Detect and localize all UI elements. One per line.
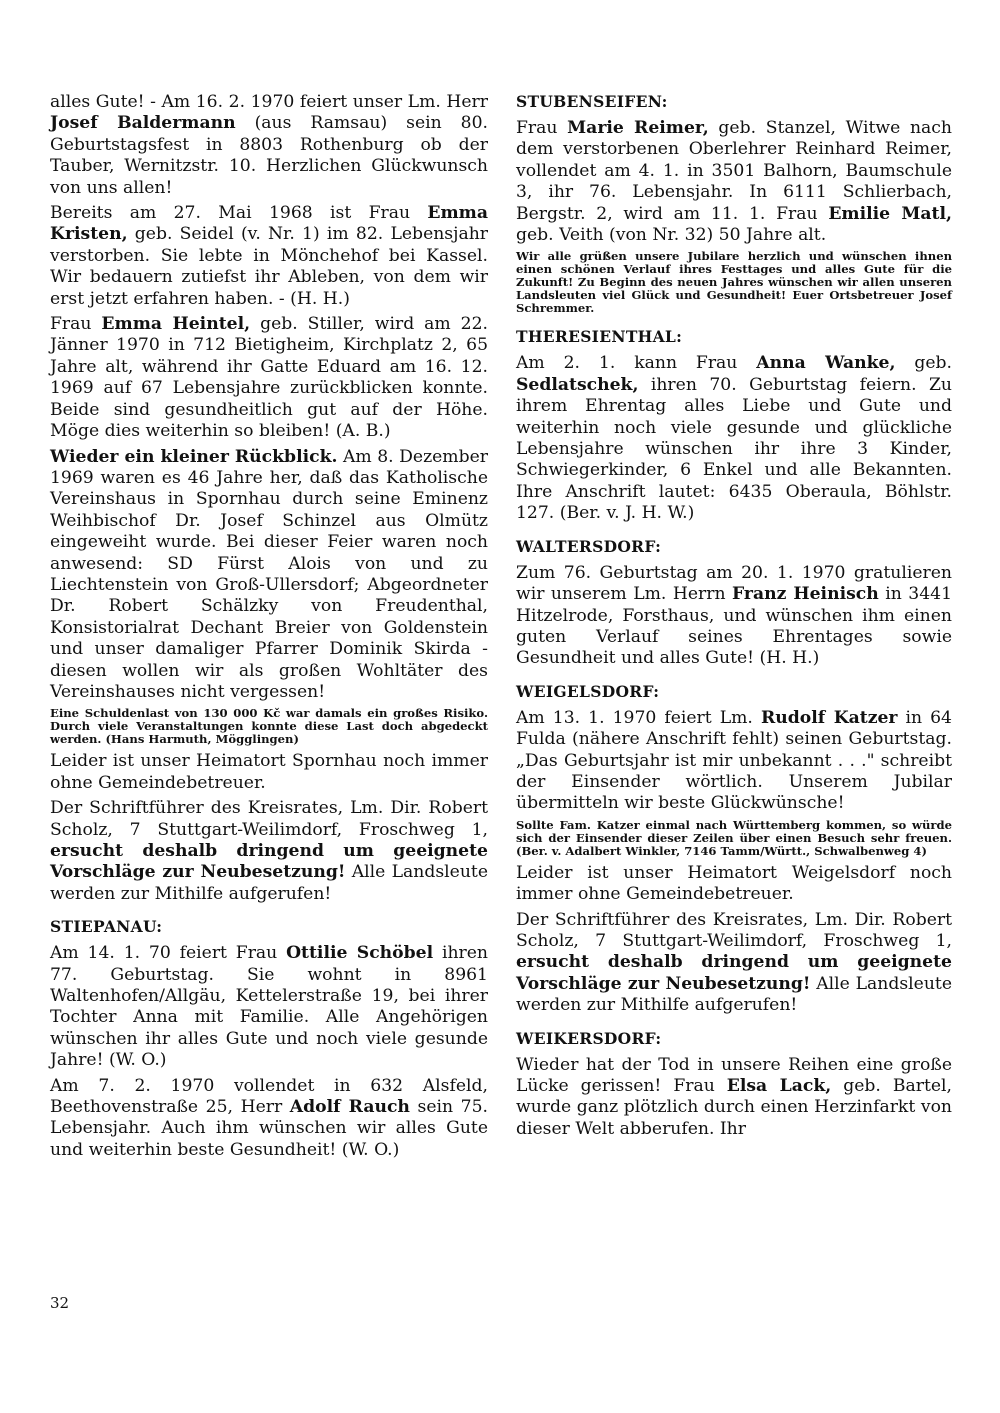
note-katzer-besuch: Sollte Fam. Katzer einmal nach Württemberg kommen, so würde sich der Einsender dieser Zeilen über einen Besuch sehr freuen. (Ber. v. Adalbert Winkler, 7146 Tamm/Württ., Schwalbenweg 4) [516, 817, 952, 858]
name-emma-kristen: Emma Kristen, [50, 203, 488, 245]
name-elsa-lack: Elsa Lack, [726, 1076, 832, 1096]
paragraph-lack: Wieder hat der Tod in unsere Reihen eine große Lücke gerissen! Frau Elsa Lack, geb. Bartel, wurde ganz plötzlich durch einen Herzinfarkt von dieser Welt abberufen. Ihr [516, 1054, 952, 1139]
note-jubilare: Wir alle grüßen unsere Jubilare herzlich und wünschen ihnen einen schönen Verlauf ihres Festtages und alles Gute für die Zukunft! Zu Beginn des neuen Jahres wünschen wir allen unseren Landsleuten viel Glück und Gesundheit! Euer Ortsbetreuer Josef Schremmer. [516, 249, 952, 316]
paragraph-schoebel: Am 14. 1. 70 feiert Frau Ottilie Schöbel ihren 77. Geburtstag. Sie wohnt in 8961 Waltenhofen/Allgäu, Kettelerstraße 19, bei ihrer Tochter Anna mit Familie. Alle Angehörigen wünschen ihr alles Gute und noch viele gesunde Jahre! (W. O.) [50, 943, 488, 1071]
name-rudolf-katzer: Rudolf Katzer [760, 707, 898, 728]
appeal-bold-left: ersucht deshalb dringend um geeignete Vorschläge zur Neubesetzung! [50, 841, 488, 883]
paragraph-heintel: Frau Emma Heintel, geb. Stiller, wird am 22. Jänner 1970 in 712 Bietigheim, Kirchplatz 2, 65 Jahre alt, während ihr Gatte Eduard am 16. 12. 1969 auf 67 Lebensjahre zurückblicken konnte. Beide sind gesundheitlich gut auf der Höhe. Möge dies weiterhin so bleiben! (A. B.) [50, 314, 488, 442]
paragraph-spornhau-betreuer: Leider ist unser Heimatort Spornhau noch immer ohne Gemeindebetreuer. [50, 751, 488, 793]
paragraph-heinisch: Zum 76. Geburtstag am 20. 1. 1970 gratulieren wir unserem Lm. Herrn Franz Heinisch in 3441 Hitzelrode, Forsthaus, und wünschen ihm einen guten Verlauf seines Ehrentages sowie Gesundheit und alles Gute! (H. H.) [516, 562, 953, 669]
paragraph-weigelsdorf-betreuer: Leider ist unser Heimatort Weigelsdorf noch immer ohne Gemeindebetreuer. [516, 862, 952, 905]
name-josef-baldermann: Josef Baldermann [50, 113, 236, 134]
name-adolf-rauch: Adolf Rauch [289, 1097, 410, 1118]
appeal-bold-right: ersucht deshalb dringend um geeignete Vorschläge zur Neubesetzung! [516, 952, 952, 994]
paragraph-rueckblick: Wieder ein kleiner Rückblick. Am 8. Dezember 1969 waren es 46 Jahre her, daß das Katholische Vereinshaus in Spornhau durch seine Eminenz Weihbischof Dr. Josef Schinzel aus Olmütz eingeweiht wurde. Bei dieser Feier waren noch anwesend: SD Fürst Alois von und zu Liechtenstein von Groß-Ullersdorf; Abgeordneter Dr. Robert Schälzky von Freudenthal, Konsistorialrat Dechant Breier von Goldenstein und unser damaliger Pfarrer Dominik Skirda - diesen wollen wir als großen Wohltäter des Vereinshauses nicht vergessen! [50, 446, 488, 702]
page-number: 32 [50, 1294, 70, 1312]
name-ottilie-schoebel: Ottilie Schöbel [286, 943, 434, 964]
note-schuldenlast: Eine Schuldenlast von 130 000 Kč war damals ein großes Risiko. Durch viele Veranstaltungen konnte diese Last doch abgedeckt werden. (Hans Harmuth, Mögglingen) [50, 706, 488, 747]
heading-weigelsdorf: WEIGELSDORF: [516, 681, 660, 701]
heading-theresienthal: THERESIENTHAL: [516, 327, 683, 347]
name-emma-heintel: Emma Heintel, [101, 314, 251, 335]
heading-waltersdorf: WALTERSDORF: [516, 536, 662, 556]
paragraph-reimer: Frau Marie Reimer, geb. Stanzel, Witwe nach dem verstorbenen Oberlehrer Reinhard Reimer, vollendet am 4. 1. in 3501 Balhorn, Baumschule 3, ihr 76. Lebensjahr. In 6111 Schlierbach, Bergstr. 2, wird am 11. 1. Frau Emilie Matl, geb. Veith (von Nr. 32) 50 Jahre alt. [516, 118, 952, 246]
name-emilie-matl: Emilie Matl, [828, 203, 952, 224]
paragraph-schriftfuehrer-right: Der Schriftführer des Kreisrates, Lm. Dir. Robert Scholz, 7 Stuttgart-Weilimdorf, Froschweg 1, ersucht deshalb dringend um geeignete Vorschläge zur Neubesetzung! Alle Landsleute werden zur Mithilfe aufgerufen! [516, 909, 952, 1016]
paragraph-katzer: Am 13. 1. 1970 feiert Lm. Rudolf Katzer in 64 Fulda (nähere Anschrift fehlt) seinen Geburtstag. „Das Geburtsjahr ist mir unbekannt . . ." schreibt der Einsender wörtlich. Unserem Jubilar übermitteln wir beste Glückwünsche! [516, 707, 952, 814]
rueckblick-lead: Wieder ein kleiner Rückblick. [50, 446, 338, 467]
name-anna-wanke: Anna Wanke, [756, 353, 896, 374]
name-marie-reimer: Marie Reimer, [567, 118, 709, 138]
name-sedlatschek: Sedlatschek, [516, 374, 639, 395]
name-franz-heinisch: Franz Heinisch [732, 584, 879, 605]
left-column [50, 92, 488, 1165]
heading-stiepanau: STIEPANAU: [50, 917, 163, 937]
heading-stubenseifen: STUBENSEIFEN: [516, 92, 668, 111]
right-column [516, 92, 952, 1144]
heading-weikersdorf: WEIKERSDORF: [516, 1028, 662, 1048]
paragraph-rauch: Am 7. 2. 1970 vollendet in 632 Alsfeld, Beethovenstraße 25, Herr Adolf Rauch sein 75. Lebensjahr. Auch ihm wünschen wir alles Gute und weiterhin beste Gesundheit! (W. O.) [50, 1075, 488, 1160]
paragraph-kristen: Bereits am 27. Mai 1968 ist Frau Emma Kristen, geb. Seidel (v. Nr. 1) im 82. Lebensjahr verstorben. Sie lebte in Mönchehof bei Kassel. Wir bedauern zutiefst ihr Ableben, von dem wir erst jetzt erfahren haben. - (H. H.) [50, 203, 488, 309]
paragraph-baldermann: alles Gute! - Am 16. 2. 1970 feiert unser Lm. Herr Josef Baldermann (aus Ramsau) sein 80. Geburtstagsfest in 8803 Rothenburg ob der Tauber, Wernitzstr. 10. Herzlichen Glückwunsch von uns allen! [50, 92, 488, 198]
paragraph-schriftfuehrer-left: Der Schriftführer des Kreisrates, Lm. Dir. Robert Scholz, 7 Stuttgart-Weilimdorf, Froschweg 1, ersucht deshalb dringend um geeignete Vorschläge zur Neubesetzung! Alle Landsleute werden zur Mithilfe aufgerufen! [50, 798, 488, 904]
paragraph-wanke: Am 2. 1. kann Frau Anna Wanke, geb. Sedlatschek, ihren 70. Geburtstag feiern. Zu ihrem Ehrentag alles Liebe und Gute und weiterhin noch viele gesunde und glückliche Lebensjahre wünschen ihr ihre 3 Kinder, Schwiegerkinder, 6 Enkel und alle Bekannten. Ihre Anschrift lautet: 6435 Oberaula, Böhlstr. 127. (Ber. v. J. H. W.) [516, 353, 952, 524]
